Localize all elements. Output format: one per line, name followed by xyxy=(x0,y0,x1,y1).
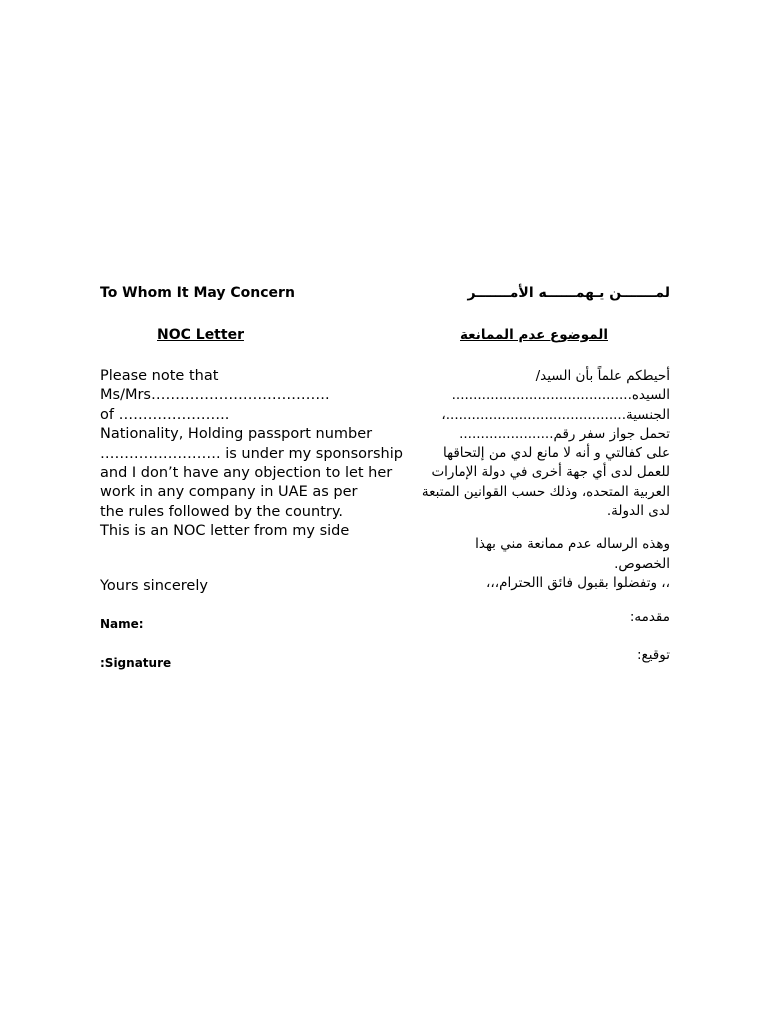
closing-line-ar: الخصوص. xyxy=(614,555,670,572)
body-line-en: the rules followed by the country. xyxy=(100,503,343,520)
body-line-en: Please note that xyxy=(100,368,219,384)
letter-body-en xyxy=(100,367,403,542)
letter-subject-ar: الموضوع عدم الممانعة xyxy=(460,327,608,343)
name-label-ar: مقدمه: xyxy=(629,609,670,626)
body-line-en: work in any company in UAE as per xyxy=(100,484,358,501)
body-line-ar: على كفالتي و أنه لا مانع لدي من إلتحاقها xyxy=(443,445,670,462)
body-line-en: of ………………….. xyxy=(100,406,230,423)
signature-label-ar: توقيع: xyxy=(637,647,670,664)
body-line-ar: لدى الدولة. xyxy=(606,503,670,520)
body-line-ar: السيده.......................................... xyxy=(451,387,670,404)
body-line-en: Nationality, Holding passport number xyxy=(100,426,373,443)
arabic-column xyxy=(400,283,670,664)
name-label-en: Name: xyxy=(100,616,144,631)
letter-body-ar xyxy=(400,367,670,521)
body-line-ar: للعمل لدى أي جهة أخرى في دولة الإمارات xyxy=(431,464,670,481)
signature-label-en: :Signature xyxy=(100,655,172,670)
body-line-ar: تحمل جواز سفر رقم...................... xyxy=(459,425,670,442)
closing-ar xyxy=(400,535,670,593)
closing-line-ar: وهذه الرساله عدم ممانعة مني بهذا xyxy=(475,536,670,553)
body-line-en: ……………………. is under my sponsorship xyxy=(100,445,403,462)
closing-en: Yours sincerely xyxy=(100,577,208,594)
closing-line-ar: ،، وتفضلوا بقبول فائق االحترام،،، xyxy=(486,574,670,591)
body-line-en: Ms/Mrs………………………………. xyxy=(100,387,330,404)
letter-title-ar: لمـــــــن يـهمــــــه الأمـــــــر xyxy=(467,285,670,301)
body-line-ar: الجنسية..........................................، xyxy=(441,406,670,423)
letter-title-en: To Whom It May Concern xyxy=(100,285,295,301)
letter-subject-en: NOC Letter xyxy=(157,327,244,343)
body-line-ar: العربية المتحده، وذلك حسب القوانين المتبعة xyxy=(421,483,670,500)
body-line-en: and I don’t have any objection to let her xyxy=(100,465,393,482)
english-column xyxy=(100,283,403,671)
body-line-ar: أحيطكم علماً بأن السيد/ xyxy=(535,368,670,384)
body-line-en: This is an NOC letter from my side xyxy=(100,523,350,540)
